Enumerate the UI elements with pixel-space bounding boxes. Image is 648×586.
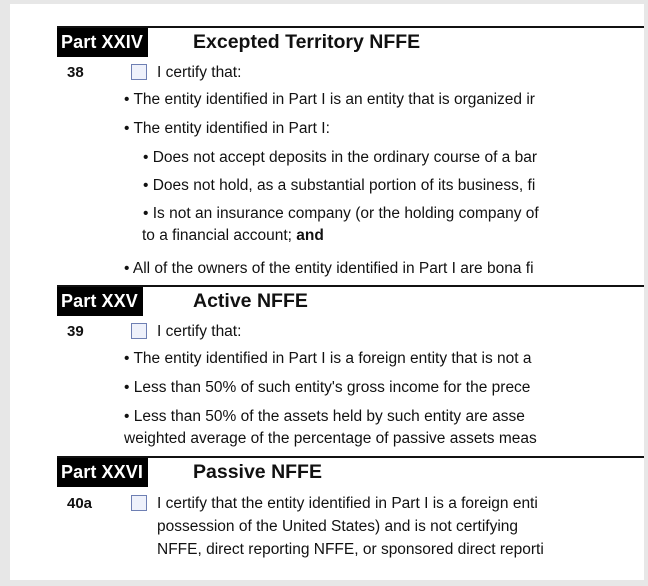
list-item: • Less than 50% of such entity's gross income for the prece: [124, 379, 531, 396]
list-item: • Does not hold, as a substantial portion of its business, fi: [143, 177, 536, 194]
line-39-number: 39: [67, 323, 84, 340]
list-item: • Less than 50% of the assets held by such entity are asse: [124, 408, 525, 425]
line-38-certify-text: I certify that:: [157, 64, 242, 81]
part-xxv-title: Active NFFE: [193, 290, 308, 312]
line-40a-text: NFFE, direct reporting NFFE, or sponsored direct reporti: [157, 541, 544, 558]
part-xxv-header: [57, 285, 644, 316]
part-xxiv-header: [57, 26, 644, 57]
list-item: • The entity identified in Part I is a foreign entity that is not a: [124, 350, 532, 367]
part-xxvi-title: Passive NFFE: [193, 461, 322, 483]
line-40a-text: I certify that the entity identified in Part I is a foreign enti: [157, 495, 538, 512]
list-item: • Is not an insurance company (or the holding company of: [143, 205, 539, 222]
part-xxvi-header: [57, 456, 644, 487]
line-40a-number: 40a: [67, 495, 93, 512]
line-38-number: 38: [67, 64, 84, 81]
list-item: • Does not accept deposits in the ordinary course of a bar: [143, 149, 538, 166]
form-page: [10, 4, 644, 580]
continuation-text: to a financial account;: [142, 227, 292, 244]
line-40a-text: possession of the United States) and is not certifying: [157, 518, 519, 535]
list-item-continuation: [142, 226, 324, 246]
line-39-certify-text: I certify that:: [157, 323, 242, 340]
list-item: • All of the owners of the entity identified in Part I are bona fi: [124, 260, 534, 277]
and-keyword: and: [296, 227, 324, 244]
line-38-checkbox[interactable]: [131, 64, 147, 80]
part-xxvi-tag: Part XXVI: [57, 458, 148, 487]
list-item: • The entity identified in Part I is an entity that is organized ir: [124, 91, 535, 108]
part-xxiv-title: Excepted Territory NFFE: [193, 31, 421, 53]
list-item: • The entity identified in Part I:: [124, 120, 330, 137]
line-40a-checkbox[interactable]: [131, 495, 147, 511]
list-item-continuation: weighted average of the percentage of passive assets meas: [124, 430, 537, 447]
line-39-checkbox[interactable]: [131, 323, 147, 339]
part-xxiv-tag: Part XXIV: [57, 28, 148, 57]
part-xxv-tag: Part XXV: [57, 287, 143, 316]
